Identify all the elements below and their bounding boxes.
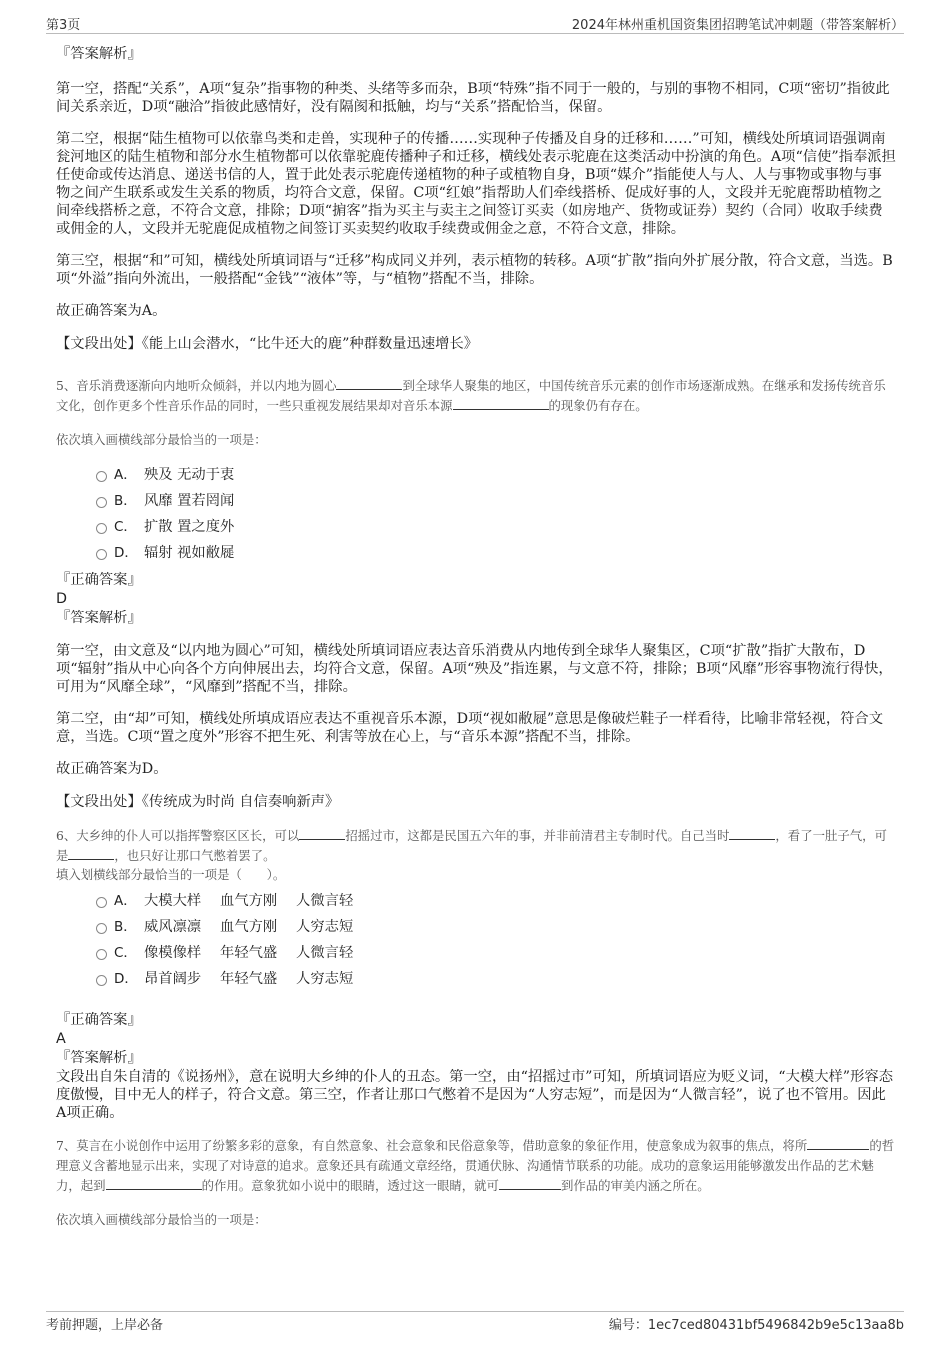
radio-icon[interactable] xyxy=(96,949,107,960)
option-text: 扩散 置之度外 xyxy=(144,519,235,535)
q6-options xyxy=(56,888,896,992)
q5-blank-2 xyxy=(453,397,549,410)
q7-stem-part1: 7、莫言在小说创作中运用了纷繁多彩的意象，有自然意象、社会意象和民俗意象等，借助意象的象征作用，使意象成为叙事的焦点，将所 xyxy=(56,1138,808,1153)
q5-stem-part3: 的现象仍有存在。 xyxy=(548,398,648,413)
option-text: 大模大样 血气方刚 人微言轻 xyxy=(144,893,354,909)
q6-option-a[interactable] xyxy=(56,888,896,914)
radio-icon[interactable] xyxy=(96,497,107,508)
page-content xyxy=(56,44,896,1230)
q5-options xyxy=(56,462,896,566)
q4-analysis-para1: 第一空，搭配“关系”，A项“复杂”指事物的种类、头绪等多而杂，B项“特殊”指不同于一般的，与别的事物不相同，C项“密切”指彼此间关系亲近，D项“融洽”指彼此感情好，没有隔阂和抵触，均与“关系”搭配恰当，保留。 xyxy=(56,81,890,115)
q7-blank-1 xyxy=(807,1137,869,1150)
q7-stem-part3: 的作用。意象犹如小说中的眼睛，透过这一眼睛，就可 xyxy=(201,1178,499,1193)
q5-correct-answer: D xyxy=(56,591,68,607)
q6-stem-part1: 6、大乡绅的仆人可以指挥警察区区长，可以 xyxy=(56,828,300,843)
q5-prompt: 依次填入画横线部分最恰当的一项是： xyxy=(56,432,267,447)
q5-correct-label: 『正确答案』 xyxy=(56,572,142,588)
radio-icon[interactable] xyxy=(96,471,107,482)
q6-blank-2 xyxy=(729,827,775,840)
q4-analysis-para2: 第二空，根据“陆生植物可以依靠鸟类和走兽，实现种子的传播……实现种子传播及自身的迁移和……”可知，横线处所填词语强调南瓮河地区的陆生植物和部分水生植物都可以依靠驼鹿传播种子和迁移，横线处表示驼鹿在这类活动中扮演的角色。A项“信使”指奉派担任使命或传达消息、递送书信的人，置于此处表示驼鹿传递植物的种子或植物自身，B项“媒介”指能使人与人、人与事物或事物与事物之间产生联系或发生关系的物质，均符合文意，保留。C项“红娘”指帮助人们牵线搭桥、促成好事的人，文段并无驼鹿帮助植物之间牵线搭桥之意，不符合文意，排除；D项“掮客”指为买主与卖主之间签订买卖（如房地产、货物或证券）契约（合同）收取手续费或佣金的人，文段并无驼鹿促成植物之间签订买卖契约收取手续费或佣金之意，不符合文意，排除。 xyxy=(56,131,896,237)
q5-stem xyxy=(56,376,896,416)
q7-blank-2 xyxy=(106,1177,202,1190)
q4-analysis-label: 『答案解析』 xyxy=(56,46,142,62)
radio-icon[interactable] xyxy=(96,975,107,986)
q5-analysis-para1: 第一空，由文意及“以内地为圆心”可知，横线处所填词语应表达音乐消费从内地传到全球华人聚集区，C项“扩散”指扩大散布，D项“辐射”指从中心向各个方向伸展出去，均符合文意，保留。A项“殃及”指连累，与文意不符，排除；B项“风靡”形容事物流行得快，可用为“风靡全球”，“风靡到”搭配不当，排除。 xyxy=(56,643,893,695)
q5-stem-part2: 到全球华人聚集的地区，中国传统音乐元素的创作市场逐渐成熟。在继承和发扬传统音乐文化，创作更多个性音乐作品的同时，一些只重视发展结果却对音乐本源 xyxy=(56,378,886,413)
q5-option-c[interactable] xyxy=(56,514,896,540)
q4-conclusion: 故正确答案为A。 xyxy=(56,303,167,319)
option-text: 风靡 置若罔闻 xyxy=(144,493,235,509)
radio-icon[interactable] xyxy=(96,897,107,908)
question-5 xyxy=(56,376,896,812)
footer-slogan: 考前押题，上岸必备 xyxy=(46,1318,164,1333)
option-text: 殃及 无动于衷 xyxy=(144,467,235,483)
option-letter: B． xyxy=(114,919,137,935)
option-text: 昂首阔步 年轻气盛 人穷志短 xyxy=(144,971,354,987)
q5-source: 【文段出处】《传统成为时尚 自信奏响新声》 xyxy=(56,794,340,810)
q5-conclusion: 故正确答案为D。 xyxy=(56,761,168,777)
radio-icon[interactable] xyxy=(96,549,107,560)
option-text: 辐射 视如敝屣 xyxy=(144,545,235,561)
q6-prompt: 填入划横线部分最恰当的一项是（ ）。 xyxy=(56,867,286,882)
q4-source: 【文段出处】《能上山会潜水，“比牛还大的鹿”种群数量迅速增长》 xyxy=(56,336,479,352)
q5-analysis-para2: 第二空，由“却”可知，横线处所填成语应表达不重视音乐本源，D项“视如敝屣”意思是像破烂鞋子一样看待，比喻非常轻视，符合文意，当选。C项“置之度外”形容不把生死、利害等放在心上，与“音乐本源”搭配不当，排除。 xyxy=(56,711,884,745)
q6-stem xyxy=(56,826,896,866)
q5-stem-part1: 5、音乐消费逐渐向内地听众倾斜，并以内地为圆心 xyxy=(56,378,337,393)
option-letter: A． xyxy=(114,893,137,909)
q7-stem-part4: 到作品的审美内涵之所在。 xyxy=(560,1178,710,1193)
q7-blank-3 xyxy=(499,1177,561,1190)
radio-icon[interactable] xyxy=(96,923,107,934)
q4-analysis-para3: 第三空，根据“和”可知，横线处所填词语与“迁移”构成同义并列，表示植物的转移。A项“扩散”指向外扩展分散，符合文意，当选。B项“外溢”指向外流出，一般搭配“金钱”“液体”等，与“植物”搭配不当，排除。 xyxy=(56,253,893,287)
q6-stem-part2: 招摇过市，这都是民国五六年的事，并非前清君主专制时代。自己当时 xyxy=(345,828,730,843)
footer-divider xyxy=(46,1311,904,1312)
header-divider xyxy=(46,33,904,34)
q6-correct-label: 『正确答案』 xyxy=(56,1012,142,1028)
option-letter: D． xyxy=(114,971,138,987)
radio-icon[interactable] xyxy=(96,523,107,534)
option-letter: B． xyxy=(114,493,137,509)
question-6 xyxy=(56,826,896,1122)
q6-blank-3 xyxy=(68,847,114,860)
q6-stem-part3: ，看了一肚子气，可是 xyxy=(56,828,887,863)
q6-option-c[interactable] xyxy=(56,940,896,966)
q6-blank-1 xyxy=(299,827,345,840)
page-number: 第3页 xyxy=(46,18,81,33)
q6-stem-part4: ，也只好让那口气憋着罢了。 xyxy=(114,848,276,863)
q6-analysis: 文段出自朱自清的《说扬州》，意在说明大乡绅的仆人的丑态。第一空，由“招摇过市”可知，所填词语应为贬义词，“大模大样”形容态度傲慢，目中无人的样子，符合文意。第三空，作者让那口气憋着不是因为“人穷志短”，而是因为“人微言轻”，说了也不管用。因此A项正确。 xyxy=(56,1069,894,1121)
document-id: 编号：1ec7ced80431bf5496842b9e5c13aa8b xyxy=(608,1318,904,1333)
option-letter: D． xyxy=(114,545,138,561)
question-7 xyxy=(56,1136,896,1230)
q5-option-b[interactable] xyxy=(56,488,896,514)
q7-stem xyxy=(56,1136,896,1196)
q5-option-d[interactable] xyxy=(56,540,896,566)
q5-blank-1 xyxy=(336,377,402,390)
option-text: 像模像样 年轻气盛 人微言轻 xyxy=(144,945,354,961)
option-text: 威风凛凛 血气方刚 人穷志短 xyxy=(144,919,354,935)
q7-prompt: 依次填入画横线部分最恰当的一项是： xyxy=(56,1212,267,1227)
document-title: 2024年林州重机国资集团招聘笔试冲刺题（带答案解析） xyxy=(571,18,904,33)
q5-option-a[interactable] xyxy=(56,462,896,488)
q7-stem-part2: 的哲理意义含蓄地显示出来，实现了对诗意的追求。意象还具有疏通文章经络，贯通伏脉、沟通情节联系的功能。成功的意象运用能够激发出作品的艺术魅力，起到 xyxy=(56,1138,895,1193)
q6-option-d[interactable] xyxy=(56,966,896,992)
option-letter: C． xyxy=(114,519,137,535)
q6-option-b[interactable] xyxy=(56,914,896,940)
option-letter: A． xyxy=(114,467,137,483)
q5-analysis-label: 『答案解析』 xyxy=(56,610,142,626)
option-letter: C． xyxy=(114,945,137,961)
q6-correct-answer: A xyxy=(56,1031,66,1047)
q4-analysis-section xyxy=(56,44,896,354)
q6-analysis-label: 『答案解析』 xyxy=(56,1050,142,1066)
